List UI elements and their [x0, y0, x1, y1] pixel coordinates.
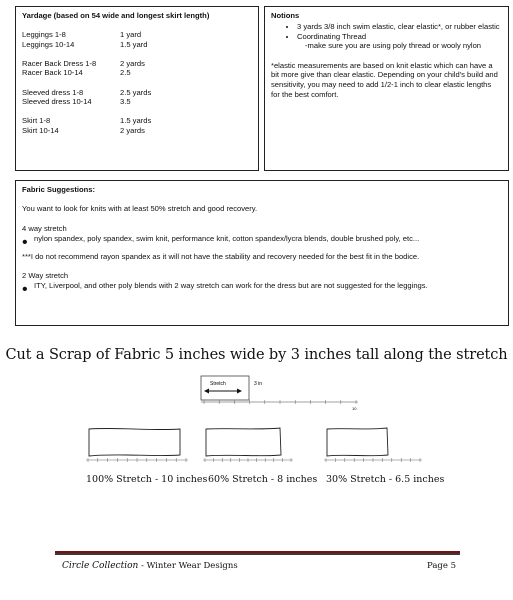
yardage-item: Sleeved dress 1-8	[22, 87, 84, 97]
two-way-bullet	[22, 281, 502, 299]
yardage-row	[22, 88, 252, 98]
stretch-diagram	[200, 374, 360, 418]
fabric-scrap-outline	[201, 376, 249, 400]
yardage-title: Yardage (based on 54 wide and longest skirt length)	[22, 11, 210, 20]
yardage-amount: 2.5 yards	[120, 87, 152, 97]
bullet-icon: •	[22, 233, 28, 251]
yardage-row	[22, 30, 252, 40]
notions-item-elastic: • 3 yards 3/8 inch swim elastic, clear elastic*, or rubber elastic	[297, 22, 502, 32]
caption-30-stretch: 30% Stretch - 6.5 inches	[326, 474, 445, 485]
yardage-amount: 3.5	[120, 97, 131, 107]
yardage-item: Skirt 10-14	[22, 125, 59, 135]
stretch-test-title: Cut a Scrap of Fabric 5 inches wide by 3 inches tall along the stretch	[5, 347, 508, 363]
yardage-amount: 2 yards	[120, 125, 145, 135]
footer-brand-suffix: - Winter Wear Designs	[138, 561, 238, 571]
page-number: Page 5	[427, 561, 456, 571]
ruler-end-label: 10	[352, 406, 357, 411]
bullet-icon: •	[22, 281, 28, 299]
yardage-item: Racer Back Dress 1-8	[22, 58, 97, 68]
notions-elastic-note: *elastic measurements are based on knit elastic which can have a bit more give than clear elastic. Depending on your child's build and sensitivity, you may need to add 1/2-1 inch to clear elastic lengths for the best comfort.	[271, 60, 498, 99]
yardage-item: Leggings 1-8	[22, 30, 66, 39]
yardage-item: Racer Back 10-14	[22, 68, 83, 78]
footer-brand	[62, 561, 238, 571]
yardage-item: Sleeved dress 10-14	[22, 97, 92, 107]
footer-brand-name: Circle Collection	[62, 561, 139, 571]
caption-60-stretch: 60% Stretch - 8 inches	[208, 474, 318, 485]
notions-thread-note: -make sure you are using poly thread or wooly nylon	[305, 41, 482, 51]
two-way-heading: 2 Way stretch	[22, 271, 69, 281]
notions-list	[271, 22, 502, 41]
four-way-bullet	[22, 234, 502, 252]
yardage-row	[22, 97, 252, 107]
yardage-item: Leggings 10-14	[22, 39, 75, 49]
diagram-height-label: 3 in	[254, 381, 263, 387]
yardage-amount: 1.5 yard	[120, 39, 148, 49]
four-way-heading: 4 way stretch	[22, 223, 67, 233]
diagram-stretch-label: Stretch	[210, 381, 226, 387]
stretch-sample-30	[324, 425, 424, 465]
yardage-amount: 2 yards	[120, 58, 145, 68]
stretch-sample-100	[86, 425, 190, 465]
yardage-amount: 2.5	[120, 68, 131, 78]
two-way-bullet-text: ITY, Liverpool, and other poly blends with 2 way stretch can work for the dress but are not suggested for the leggings.	[34, 281, 428, 291]
fabric-title: Fabric Suggestions:	[22, 185, 95, 194]
footer-rule-dark	[55, 553, 460, 555]
yardage-row	[22, 40, 252, 50]
yardage-row	[22, 126, 252, 136]
caption-100-stretch: 100% Stretch - 10 inches	[86, 474, 208, 485]
yardage-row	[22, 59, 252, 69]
yardage-row	[22, 68, 252, 78]
fabric-intro: You want to look for knits with at least 50% stretch and good recovery.	[22, 204, 258, 213]
yardage-amount: 1 yard	[120, 30, 142, 39]
stretch-sample-60	[203, 425, 295, 465]
yardage-box	[15, 6, 259, 171]
yardage-row	[22, 116, 252, 126]
notions-item-thread: • Coordinating Thread	[297, 32, 502, 42]
yardage-item: Skirt 1-8	[22, 116, 51, 126]
yardage-table	[22, 30, 252, 136]
notions-title: Notions	[271, 11, 300, 20]
fabric-suggestions-box	[15, 180, 509, 326]
four-way-note: ***I do not recommend rayon spandex as it will not have the stability and recovery needed for the best fit in the bodice.	[22, 251, 420, 261]
four-way-bullet-text: nylon spandex, poly spandex, swim knit, performance knit, cotton spandex/lycra blends, double brushed poly, etc...	[34, 233, 420, 243]
yardage-amount: 1.5 yards	[120, 116, 152, 126]
notions-box	[264, 6, 509, 171]
